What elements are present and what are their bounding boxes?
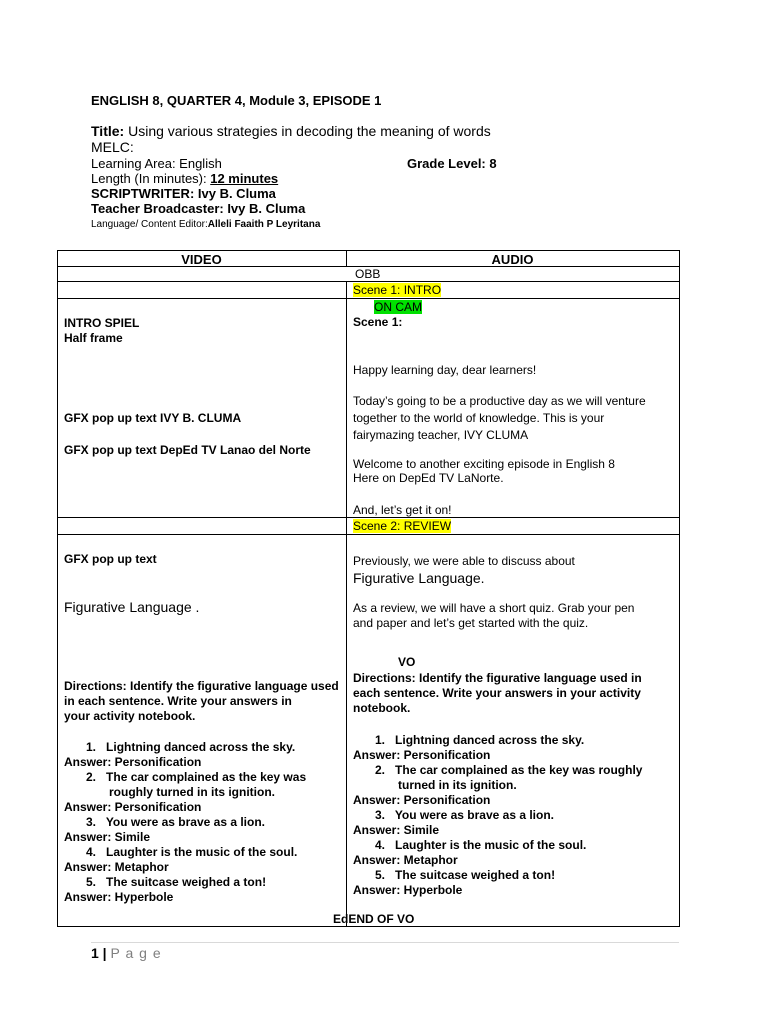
- scene1-label: Scene 1:: [353, 315, 403, 329]
- quiz-answer: Answer: Metaphor: [353, 853, 458, 867]
- title-value: Using various strategies in decoding the meaning of words: [124, 123, 491, 139]
- table-divider: [346, 281, 347, 927]
- directions-line: in each sentence. Write your answers in: [64, 694, 292, 708]
- directions-line: your activity notebook.: [64, 709, 196, 723]
- table-rule: [57, 517, 680, 518]
- quiz-question-text: The car complained as the key was: [106, 770, 307, 784]
- quiz-question-text: The suitcase weighed a ton!: [395, 868, 556, 882]
- directions-audio: [353, 671, 642, 716]
- quiz-question-cont: roughly turned in its ignition.: [109, 785, 275, 799]
- half-frame: Half frame: [64, 331, 123, 345]
- gfx-station-popup: GFX pop up text DepEd TV Lanao del Norte: [64, 443, 311, 457]
- quiz-answer: Answer: Simile: [64, 830, 151, 844]
- vo-label: VO: [398, 655, 416, 669]
- table-rule: [57, 926, 680, 927]
- footer-rule: [91, 942, 679, 943]
- figurative-language-audio: Figurative Language.: [353, 570, 485, 586]
- directions-video: [64, 679, 339, 724]
- quiz-question: [353, 868, 675, 883]
- scene2-title-text: Scene 2: REVIEW: [353, 519, 452, 533]
- quiz-question-text: Lightning danced across the sky.: [395, 733, 585, 747]
- on-cam-label: [374, 300, 422, 314]
- quiz-number: 3.: [375, 808, 386, 822]
- quiz-question: [353, 763, 675, 778]
- quiz-answer: Answer: Personification: [353, 793, 491, 807]
- page-footer: [91, 945, 162, 961]
- editor-value: Alleli Faaith P Leyritana: [207, 219, 321, 230]
- directions-line: Directions: Identify the figurative language used in: [353, 671, 642, 685]
- today-line: together to the world of knowledge. This is your: [353, 411, 605, 425]
- column-header-audio: AUDIO: [491, 252, 534, 267]
- today-paragraph: [353, 393, 671, 444]
- length-value: 12 minutes: [210, 171, 279, 186]
- quiz-audio: [353, 733, 675, 898]
- learning-area: Learning Area: English: [91, 156, 222, 171]
- grade-level: Grade Level: 8: [407, 156, 497, 171]
- course-heading: ENGLISH 8, QUARTER 4, Module 3, EPISODE 1: [91, 93, 382, 108]
- quiz-number: 2.: [375, 763, 386, 777]
- quiz-question-text: Lightning danced across the sky.: [106, 740, 296, 754]
- quiz-question: [353, 808, 675, 823]
- table-border-right: [679, 250, 680, 927]
- directions-line: each sentence. Write your answers in your activity: [353, 686, 641, 700]
- gfx-popup-text: GFX pop up text: [64, 552, 157, 566]
- scriptwriter: SCRIPTWRITER: Ivy B. Cluma: [91, 186, 276, 201]
- today-line: fairymazing teacher, IVY CLUMA: [353, 428, 529, 442]
- obb-label: OBB: [355, 267, 381, 281]
- welcome-line: Here on DepEd TV LaNorte.: [353, 471, 504, 485]
- title-line: [91, 123, 491, 139]
- quiz-question-text: The car complained as the key was roughly: [395, 763, 643, 777]
- quiz-question-text: You were as brave as a lion.: [105, 815, 265, 829]
- quiz-answer: Answer: Personification: [353, 748, 491, 762]
- quiz-number: 5.: [375, 868, 386, 882]
- review-line: and paper and let’s get started with the quiz.: [353, 616, 589, 630]
- quiz-question-text: The suitcase weighed a ton!: [106, 875, 267, 889]
- quiz-question-cont: turned in its ignition.: [398, 778, 517, 792]
- scene1-title: [353, 283, 441, 297]
- quiz-question: [64, 845, 344, 860]
- gfx-name-popup: GFX pop up text IVY B. CLUMA: [64, 411, 242, 425]
- directions-line: notebook.: [353, 701, 411, 715]
- column-header-video: VIDEO: [181, 252, 222, 267]
- quiz-question: [64, 770, 344, 785]
- quiz-number: 1.: [86, 740, 97, 754]
- end-of-vo: EdEND OF VO: [333, 912, 415, 926]
- quiz-question-text: Laughter is the music of the soul.: [106, 845, 298, 859]
- length-label: Length (In minutes):: [91, 171, 211, 186]
- quiz-answer: Answer: Personification: [64, 800, 202, 814]
- melc-label: MELC:: [91, 139, 134, 155]
- scene2-title: [353, 519, 451, 533]
- quiz-answer: Answer: Hyperbole: [353, 883, 463, 897]
- page-word: P a g e: [110, 945, 162, 961]
- welcome-line: Welcome to another exciting episode in English 8: [353, 457, 615, 471]
- quiz-number: 1.: [375, 733, 386, 747]
- quiz-question: [64, 875, 344, 890]
- table-rule: [57, 250, 680, 251]
- on-cam-text: ON CAM: [374, 300, 422, 314]
- quiz-number: 2.: [86, 770, 97, 784]
- table-rule: [57, 298, 680, 299]
- quiz-question-text: You were as brave as a lion.: [394, 808, 554, 822]
- content-editor: [91, 219, 320, 230]
- quiz-question: [64, 815, 344, 830]
- directions-line: Directions: Identify the figurative language used: [64, 679, 339, 693]
- greeting: Happy learning day, dear learners!: [353, 363, 537, 377]
- editor-label: Language/ Content Editor:: [91, 219, 208, 230]
- quiz-question: [353, 733, 675, 748]
- title-label: Title:: [91, 123, 125, 139]
- review-line: As a review, we will have a short quiz. Grab your pen: [353, 601, 635, 615]
- table-rule: [57, 281, 680, 282]
- quiz-answer: Answer: Personification: [64, 755, 202, 769]
- quiz-answer: Answer: Metaphor: [64, 860, 169, 874]
- page-number: 1: [91, 945, 99, 961]
- quiz-video: [64, 740, 344, 905]
- today-line: Today’s going to be a productive day as we will venture: [353, 394, 646, 408]
- figurative-language-video: Figurative Language .: [64, 599, 200, 615]
- quiz-question: [353, 838, 675, 853]
- length-line: [91, 171, 278, 186]
- quiz-number: 5.: [86, 875, 97, 889]
- intro-spiel: INTRO SPIEL: [64, 316, 140, 330]
- page-separator: |: [98, 945, 111, 961]
- get-it-on: And, let’s get it on!: [353, 503, 452, 517]
- quiz-answer: Answer: Simile: [353, 823, 440, 837]
- table-border-left: [57, 250, 58, 927]
- teacher-broadcaster: Teacher Broadcaster: Ivy B. Cluma: [91, 201, 306, 216]
- quiz-number: 4.: [86, 845, 97, 859]
- previously-line: Previously, we were able to discuss about: [353, 554, 575, 568]
- quiz-number: 3.: [86, 815, 97, 829]
- quiz-question: [64, 740, 344, 755]
- scene1-title-text: Scene 1: INTRO: [353, 283, 442, 297]
- quiz-answer: Answer: Hyperbole: [64, 890, 174, 904]
- quiz-question-text: Laughter is the music of the soul.: [395, 838, 587, 852]
- quiz-number: 4.: [375, 838, 386, 852]
- table-rule: [57, 534, 680, 535]
